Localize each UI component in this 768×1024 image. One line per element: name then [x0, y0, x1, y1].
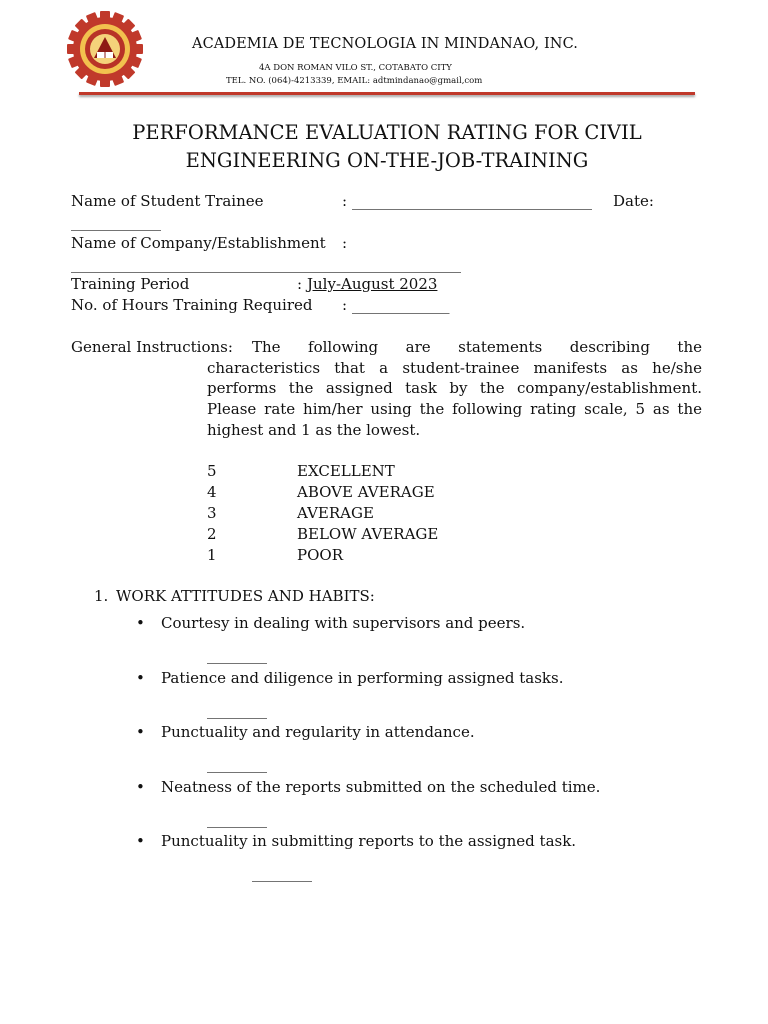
criterion-text: Patience and diligence in performing assigned tasks. — [161, 669, 564, 687]
company-name-field[interactable]: ____________________________________________________ — [71, 255, 461, 273]
hours-required-label: No. of Hours Training Required — [71, 296, 313, 314]
rating-blank[interactable]: ________ — [207, 701, 267, 719]
scale-number: 3 — [207, 504, 217, 522]
institution-name: ACADEMIA DE TECNOLOGIA IN MINDANAO, INC. — [192, 36, 578, 52]
school-seal-logo — [66, 10, 144, 88]
scale-label: EXCELLENT — [297, 462, 395, 480]
scale-label: POOR — [297, 546, 343, 564]
rating-blank[interactable]: ________ — [207, 755, 267, 773]
criterion-text: Neatness of the reports submitted on the scheduled time. — [161, 778, 601, 796]
rating-blank[interactable]: ________ — [252, 864, 312, 882]
instructions-text — [207, 337, 702, 441]
scale-number: 2 — [207, 525, 217, 543]
student-name-label: Name of Student Trainee — [71, 192, 264, 210]
company-name-label: Name of Company/Establishment — [71, 234, 326, 252]
training-period-colon: : — [297, 275, 303, 293]
instructions-label: General Instructions: — [71, 338, 233, 356]
section-heading: WORK ATTITUDES AND HABITS: — [116, 587, 375, 605]
student-name-colon: : — [342, 192, 348, 210]
institution-address: 4A DON ROMAN VILO ST., COTABATO CITY — [259, 63, 452, 73]
hours-required-field[interactable]: _____________ — [352, 296, 450, 314]
criterion-text: Punctuality and regularity in attendance. — [161, 723, 475, 741]
document-title — [100, 119, 674, 175]
date-field[interactable]: ____________ — [71, 213, 161, 231]
scale-label: BELOW AVERAGE — [297, 525, 439, 543]
scale-number: 4 — [207, 483, 217, 501]
school-seal-gear-icon — [66, 10, 144, 88]
scale-label: ABOVE AVERAGE — [297, 483, 435, 501]
rating-blank[interactable]: ________ — [207, 810, 267, 828]
bullet-icon: • — [136, 723, 145, 741]
company-name-colon: : — [342, 234, 348, 252]
bullet-icon: • — [136, 832, 145, 850]
bullet-icon: • — [136, 614, 145, 632]
institution-contact: TEL. NO. (064)-4213339, EMAIL: adtmindanao@gmail,com — [226, 76, 483, 86]
title-line-2: ENGINEERING ON-THE-JOB-TRAINING — [185, 149, 589, 172]
header-divider — [79, 92, 695, 95]
training-period-label: Training Period — [71, 275, 190, 293]
instructions-body: The following are statements describing the characteristics that a student-trainee manifests as he/she performs the assigned task by the company/establishment. Please rate him/her using the following rating scale, 5 as the highest and 1 as the lowest. — [207, 338, 702, 439]
scale-label: AVERAGE — [297, 504, 374, 522]
criterion-text: Punctuality in submitting reports to the assigned task. — [161, 832, 577, 850]
rating-blank[interactable]: ________ — [207, 646, 267, 664]
hours-required-colon: : — [342, 296, 348, 314]
training-period-value: July-August 2023 — [307, 275, 438, 293]
bullet-icon: • — [136, 778, 145, 796]
bullet-icon: • — [136, 669, 145, 687]
date-label: Date: — [613, 192, 654, 210]
section-number: 1. — [94, 587, 109, 605]
criterion-text: Courtesy in dealing with supervisors and peers. — [161, 614, 526, 632]
scale-number: 1 — [207, 546, 217, 564]
student-name-field[interactable]: ________________________________ — [352, 192, 592, 210]
scale-number: 5 — [207, 462, 217, 480]
title-line-1: PERFORMANCE EVALUATION RATING FOR CIVIL — [132, 121, 642, 144]
